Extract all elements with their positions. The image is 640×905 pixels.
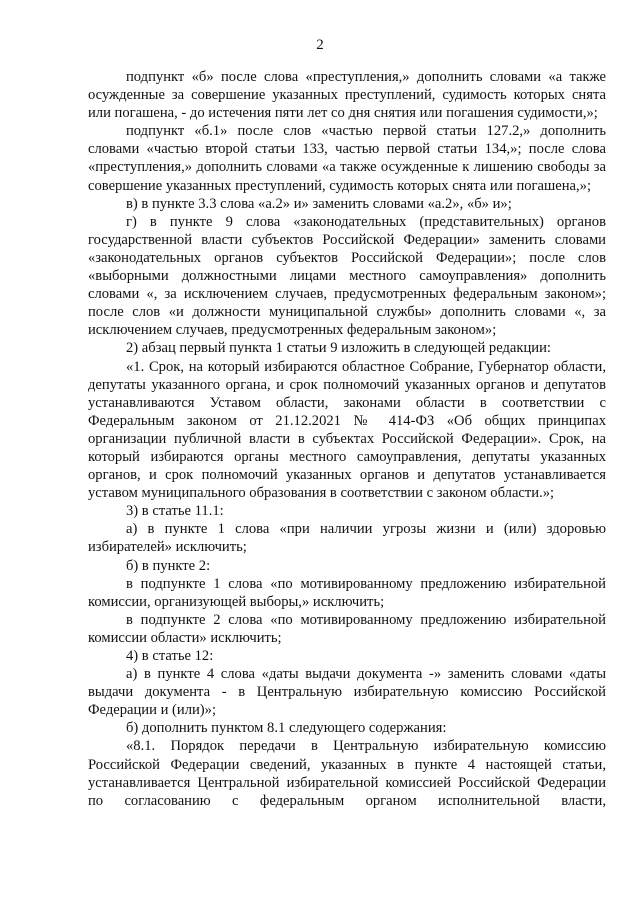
paragraph-item-a-12: а) в пункте 4 слова «даты выдачи документа -» заменить словами «даты выдачи документа - в Центральную избирательную комиссию Российской Федерации и (или)»;	[88, 666, 606, 719]
document-body	[88, 68, 606, 810]
paragraph-point-8-1: «8.1. Порядок передачи в Центральную избирательную комиссию Российской Федерации сведений, указанных в пункте 4 настоящей статьи, устанавливается Центральной избирательной комиссией Российской Федерации по согласованию с федеральным органом исполнительной власти,	[88, 738, 606, 809]
paragraph-subpoint-1: в подпункте 1 слова «по мотивированному предложению избирательной комиссии, организующей выборы,» исключить;	[88, 575, 606, 610]
paragraph-subpoint-b: подпункт «б» после слова «преступления,» дополнить словами «а также осужденные за совершение указанных преступлений, судимость которых снята или погашена, - до истечения пяти лет со дня снятия или погашения судимости,»;	[88, 69, 606, 122]
paragraph-point-3: 3) в статье 11.1:	[126, 503, 224, 520]
paragraph-item-a-11-1: а) в пункте 1 слова «при наличии угрозы жизни и (или) здоровью избирателей» исключить;	[88, 521, 606, 556]
page-number: 2	[316, 37, 324, 53]
paragraph-point-2: 2) абзац первый пункта 1 статьи 9 изложить в следующей редакции:	[126, 340, 551, 357]
paragraph-item-g: г) в пункте 9 слова «законодательных (представительных) органов государственной власти субъектов Российской Федерации» заменить словами «законодательных органов субъектов Российской Федерации»; после слов «выборными должностными лицами местного самоуправления» дополнить словами «, за исключением случаев, предусмотренных федеральным законом»; после слов «и должности муниципальной службы» дополнить словами «, за исключением случаев, предусмотренных федеральным законом»;	[88, 213, 606, 339]
paragraph-subpoint-b1: подпункт «б.1» после слов «частью первой статьи 127.2,» дополнить словами «частью второй статьи 133, частью первой статьи 134,»; после слова «преступления,» дополнить словами «а также осужденные к лишению свободы за совершение указанных преступлений, судимость которых снята или погашена,»;	[88, 123, 606, 194]
paragraph-item-v: в) в пункте 3.3 слова «а.2» и» заменить словами «а.2», «б» и»;	[126, 195, 512, 212]
paragraph-item-b-11-1: б) в пункте 2:	[126, 557, 211, 574]
paragraph-item-b-12: б) дополнить пунктом 8.1 следующего содержания:	[126, 720, 447, 737]
paragraph-point-4: 4) в статье 12:	[126, 648, 214, 664]
paragraph-article-9-text: «1. Срок, на который избираются областное Собрание, Губернатор области, депутаты указанного органа, и срок полномочий указанных органов и депутатов устанавливаются Уставом области, законами области в соответствии с Федеральным законом от 21.12.2021 № 414-ФЗ «Об общих принципах организации публичной власти в субъектах Российской Федерации». Срок, на который избираются органы местного самоуправления, депутаты указанных органов, и срок полномочий указанных органов и депутатов устанавливается уставом муниципального образования в соответствии с законом области.»;	[88, 358, 606, 502]
paragraph-subpoint-2: в подпункте 2 слова «по мотивированному предложению избирательной комиссии области» исключить;	[88, 611, 606, 646]
